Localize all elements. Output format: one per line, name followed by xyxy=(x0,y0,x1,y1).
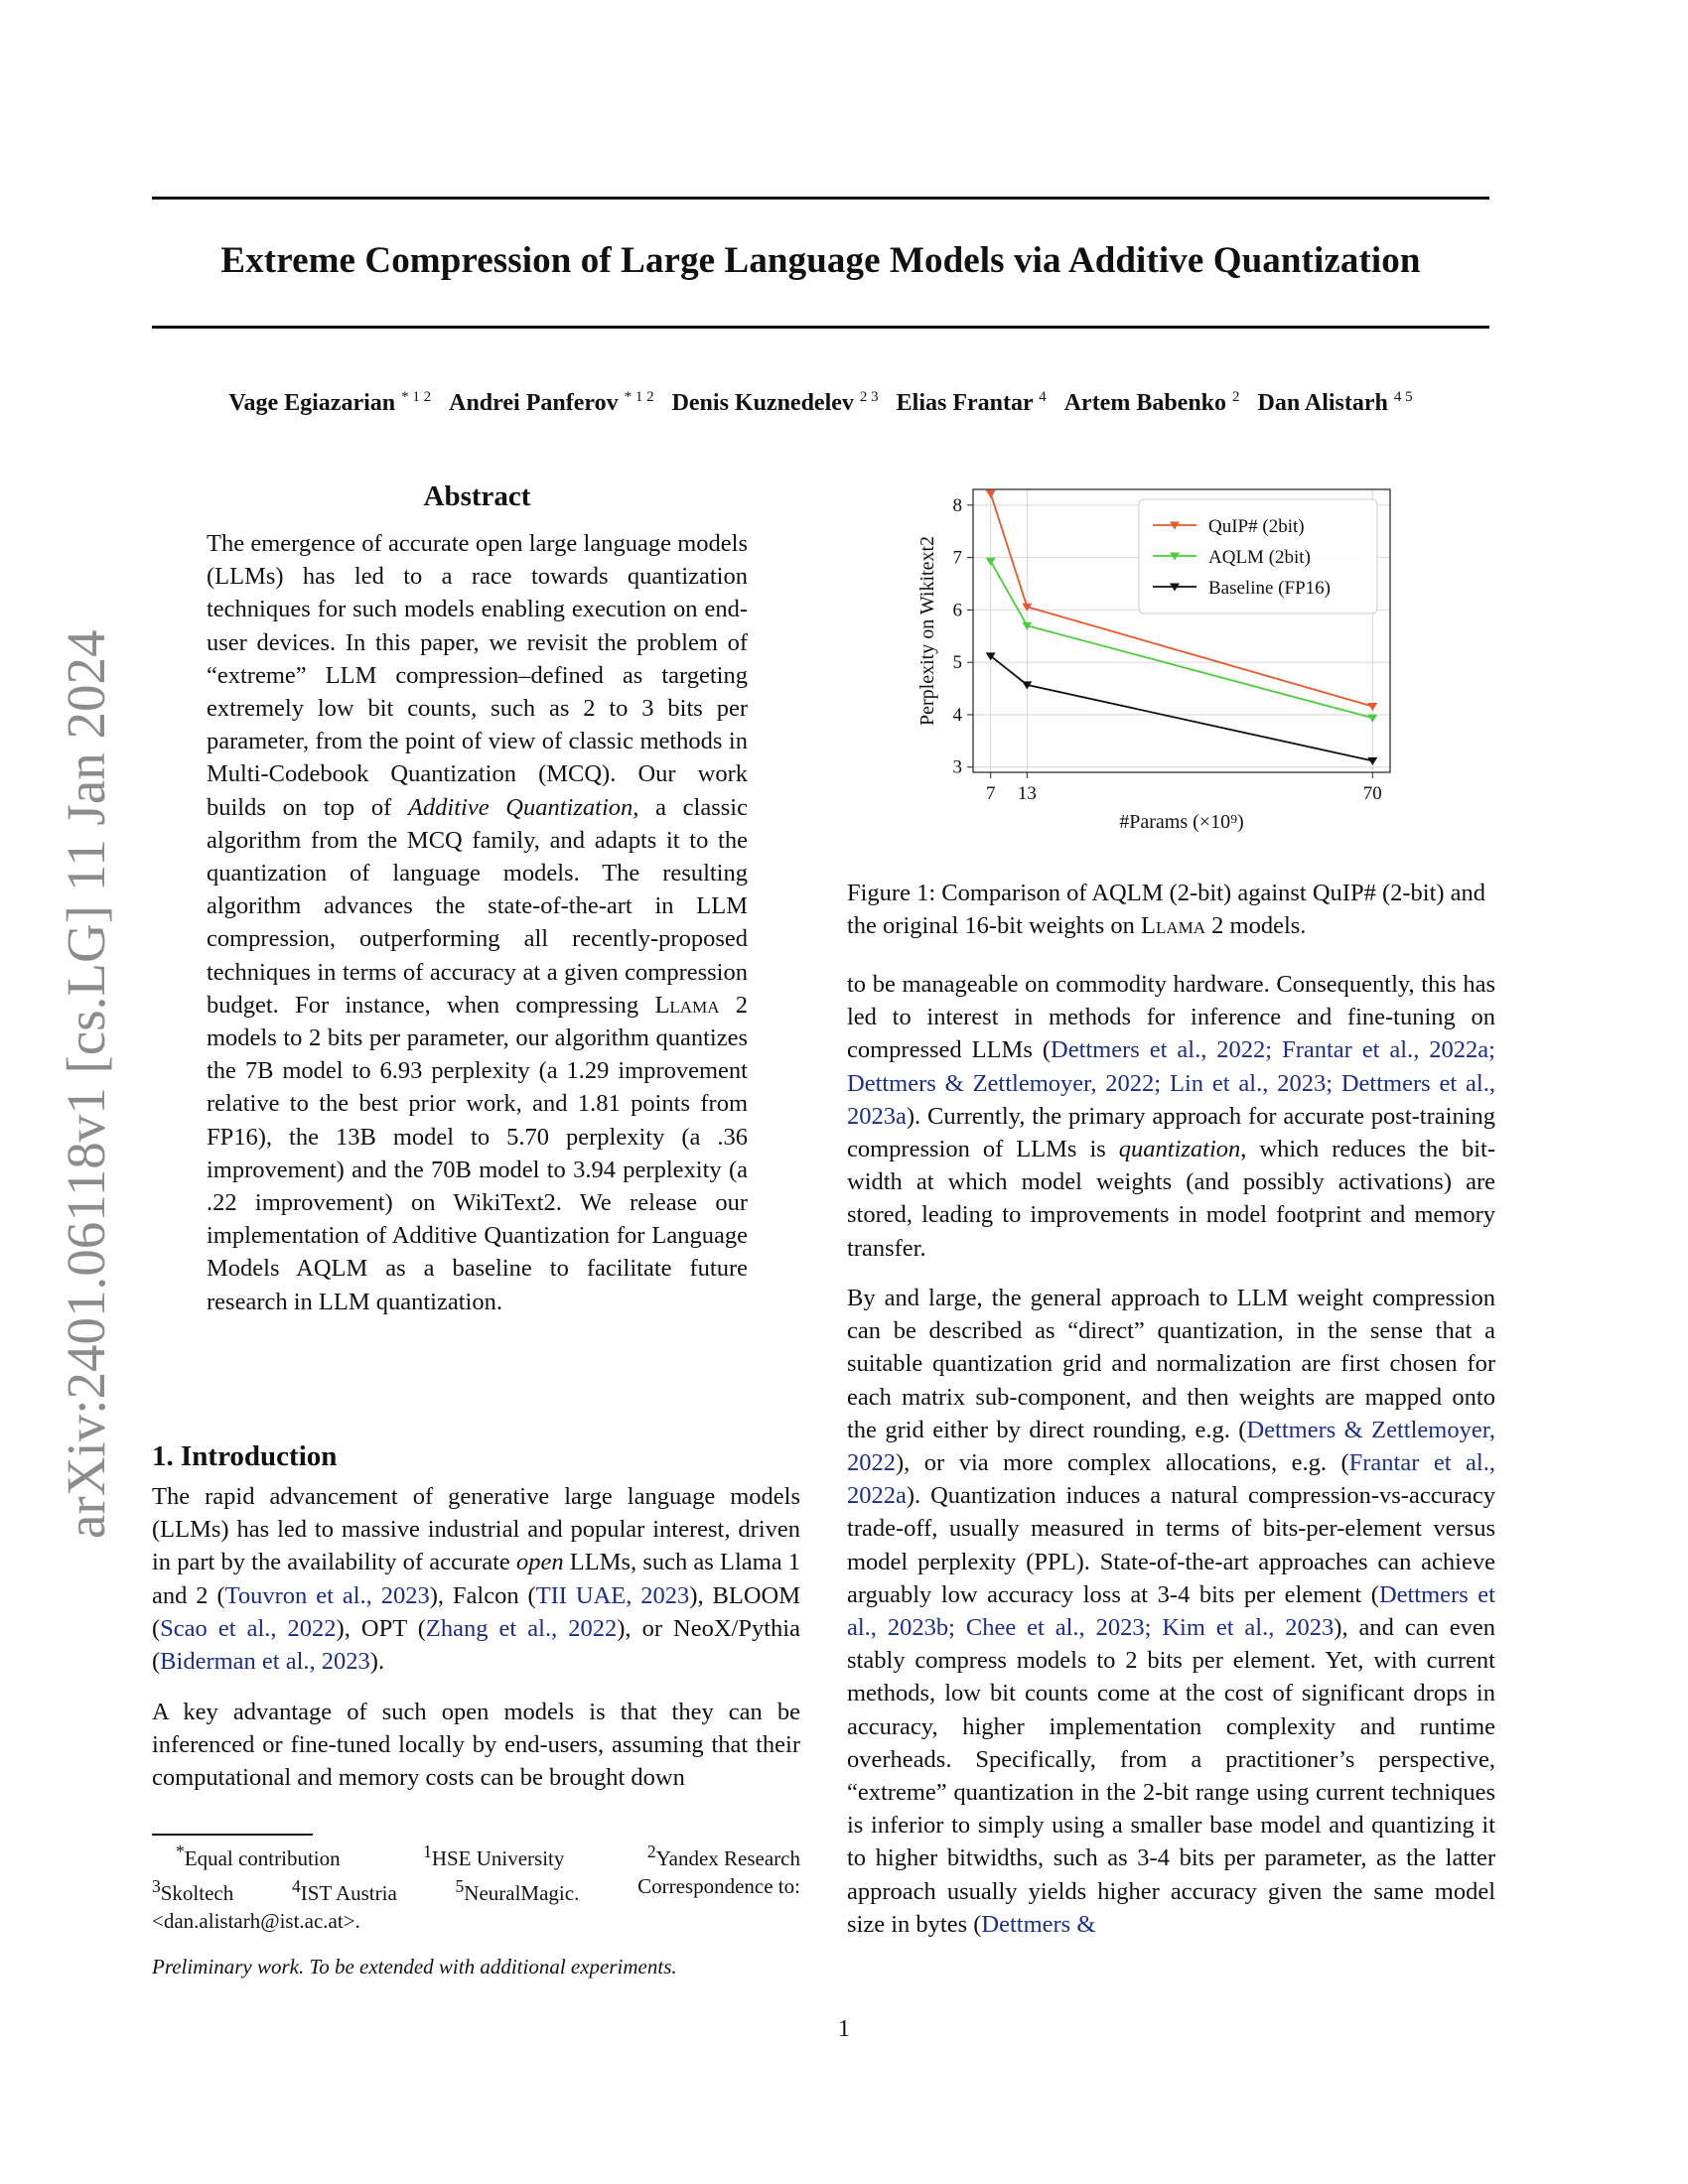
section-heading-introduction: 1. Introduction xyxy=(152,1440,338,1472)
citation-link[interactable]: Dettmers & xyxy=(981,1910,1096,1938)
author: Andrei Panferov $^{* 1 2}$ xyxy=(449,389,654,416)
y-tick-label: 8 xyxy=(952,494,962,516)
intro-paragraph-2: A key advantage of such open models is that they can be inferenced or fine-tuned locally by end-users, assuming that their computational and memory costs can be brought down xyxy=(152,1699,800,1792)
title-bottom-rule xyxy=(152,326,1489,329)
paper-title: Extreme Compression of Large Language Models via Additive Quantization xyxy=(220,240,1421,281)
y-tick-label: 3 xyxy=(952,756,962,778)
preliminary-note: Preliminary work. To be extended with additional experiments. xyxy=(152,1955,677,1979)
footnote-rule xyxy=(152,1834,313,1836)
intro-paragraph-1: The rapid advancement of generative large language models (LLMs) has led to massive industrial and popular interest, driven in part by the availability of accurate open LLMs, such as Llama 1 and 2 (Touvron et al., 2023), Falcon (TII UAE, 2023), BLOOM (Scao et al., 2022), OPT (Zhang et al., 2022), or NeoX/Pythia (Biderman et al., 2023). xyxy=(152,1483,801,1676)
citation-link[interactable]: Dettmers et al., 2022; Frantar et al., 2022a; Dettmers & Zettlemoyer, 2022; Lin et al., 2023; Dettmers et al., 2023a xyxy=(847,1036,1495,1130)
series-line xyxy=(991,656,1373,761)
perplexity-chart xyxy=(894,475,1415,847)
figure-caption: Figure 1: Comparison of AQLM (2-bit) against QuIP# (2-bit) and the original 16-bit weights on Llama 2 models. xyxy=(847,880,1486,939)
citation-link[interactable]: Frantar et al., 2022a xyxy=(847,1449,1495,1510)
legend-label: QuIP# (2bit) xyxy=(1208,516,1305,537)
author: Vage Egiazarian $^{* 1 2}$ xyxy=(228,389,432,416)
arxiv-identifier[interactable]: arXiv:2401.06118v1 [cs.LG] 11 Jan 2024 xyxy=(56,629,116,1539)
author: Elias Frantar $^4$ xyxy=(896,389,1047,416)
author-list xyxy=(152,389,1489,417)
data-point xyxy=(1367,703,1377,711)
citation-link[interactable]: Scao et al., 2022 xyxy=(160,1614,337,1642)
citation-link[interactable]: Zhang et al., 2022 xyxy=(425,1614,618,1642)
top-rule xyxy=(152,197,1489,200)
author: Dan Alistarh $^{4 5}$ xyxy=(1257,389,1413,416)
legend-label: AQLM (2bit) xyxy=(1208,547,1311,568)
right-paragraph-2: By and large, the general approach to LLM weight compression can be described as “direct” quantization, in the sense that a suitable quantization grid and normalization are first chosen for each matrix sub-component, and then weights are mapped onto the grid either by direct rounding, e.g. (Dettmers & Zettlemoyer, 2022), or via more complex allocations, e.g. (Frantar et al., 2022a). Quantization induces a natural compression-vs-accuracy trade-off, usually measured in terms of bits-per-element versus model perplexity (PPL). State-of-the-art approaches can achieve arguably low accuracy loss at 3-4 bits per element (Dettmers et al., 2023b; Chee et al., 2023; Kim et al., 2023), and can even stably compress models to 2 bits per element. Yet, with current methods, low bit counts come at the cost of significant drops in accuracy, higher implementation complexity and runtime overheads. Specifically, from a practitioner’s perspective, “extreme” quantization in the 2-bit range using current techniques is inferior to simply using a smaller base model and quantizing it to higher bitwidths, such as 3-4 bits per parameter, as the latter approach usually yields higher accuracy given the same model size in bytes (Dettmers & xyxy=(847,1285,1496,1938)
footnote: *Equal contribution $^1$HSE University $^2$Yandex Research $^3$Skoltech $^4$IST Austria $^5$NeuralMagic. Correspondence to: <dan.alistarh@ist.ac.at>. xyxy=(152,1842,800,1933)
x-axis-label: #Params (×10⁹) xyxy=(1119,811,1244,833)
legend-label: Baseline (FP16) xyxy=(1208,578,1331,599)
data-point xyxy=(1367,715,1377,723)
right-paragraph-1: to be manageable on commodity hardware. Consequently, this has led to interest in methods for inference and fine-tuning on compressed LLMs (Dettmers et al., 2022; Frantar et al., 2022a; Dettmers & Zettlemoyer, 2022; Lin et al., 2023; Dettmers et al., 2023a). Currently, the primary approach for accurate post-training compression of LLMs is quantization, which reduces the bit-width at which model weights (and possibly activations) are stored, leading to improvements in model footprint and memory transfer. xyxy=(847,971,1495,1262)
abstract-text: The emergence of accurate open large language models (LLMs) has led to a race towards quantization techniques for such models enabling execution on end-user devices. In this paper, we revisit the problem of “extreme” LLM compression–defined as targeting extremely low bit counts, such as 2 to 3 bits per parameter, from the point of view of classic methods in Multi-Codebook Quantization (MCQ). Our work builds on top of Additive Quantization, a classic algorithm from the MCQ family, and adapts it to the quantization of language models. The resulting algorithm advances the state-of-the-art in LLM compression, outperforming all recently-proposed techniques in terms of accuracy at a given compression budget. For instance, when compressing Llama 2 models to 2 bits per parameter, our algorithm quantizes the 7B model to 6.93 perplexity (a 1.29 improvement relative to the best prior work, and 1.81 points from FP16), the 13B model to 5.70 perplexity (a .36 improvement) and the 70B model to 3.94 perplexity (a .22 improvement) on WikiText2. We release our implementation of Additive Quantization for Language Models AQLM as a baseline to facilitate future research in LLM quantization. xyxy=(207,530,748,1315)
y-tick-label: 6 xyxy=(952,600,962,621)
x-tick-label: 7 xyxy=(985,783,996,804)
y-tick-label: 4 xyxy=(952,704,962,726)
data-point xyxy=(1367,757,1377,765)
data-point xyxy=(986,490,996,498)
y-axis-label: Perplexity on Wikitext2 xyxy=(916,535,938,727)
y-tick-label: 5 xyxy=(952,652,962,674)
page-number: 1 xyxy=(838,2016,850,2042)
author: Artem Babenko $^2$ xyxy=(1063,389,1240,416)
x-tick-label: 70 xyxy=(1362,783,1382,804)
data-point xyxy=(986,558,996,566)
citation-link[interactable]: Touvron et al., 2023 xyxy=(224,1581,430,1609)
correspondence-email[interactable]: <dan.alistarh@ist.ac.at>. xyxy=(152,1909,360,1933)
abstract-heading: Abstract xyxy=(423,480,531,512)
author: Denis Kuznedelev $^{2 3}$ xyxy=(671,389,879,416)
citation-link[interactable]: TII UAE, 2023 xyxy=(535,1581,690,1609)
citation-link[interactable]: Dettmers et al., 2023b; Chee et al., 2023; Kim et al., 2023 xyxy=(847,1580,1495,1642)
x-tick-label: 13 xyxy=(1017,783,1037,804)
y-tick-label: 7 xyxy=(952,547,962,569)
citation-link[interactable]: Biderman et al., 2023 xyxy=(160,1648,370,1676)
citation-link[interactable]: Dettmers & Zettlemoyer, 2022 xyxy=(847,1416,1496,1477)
